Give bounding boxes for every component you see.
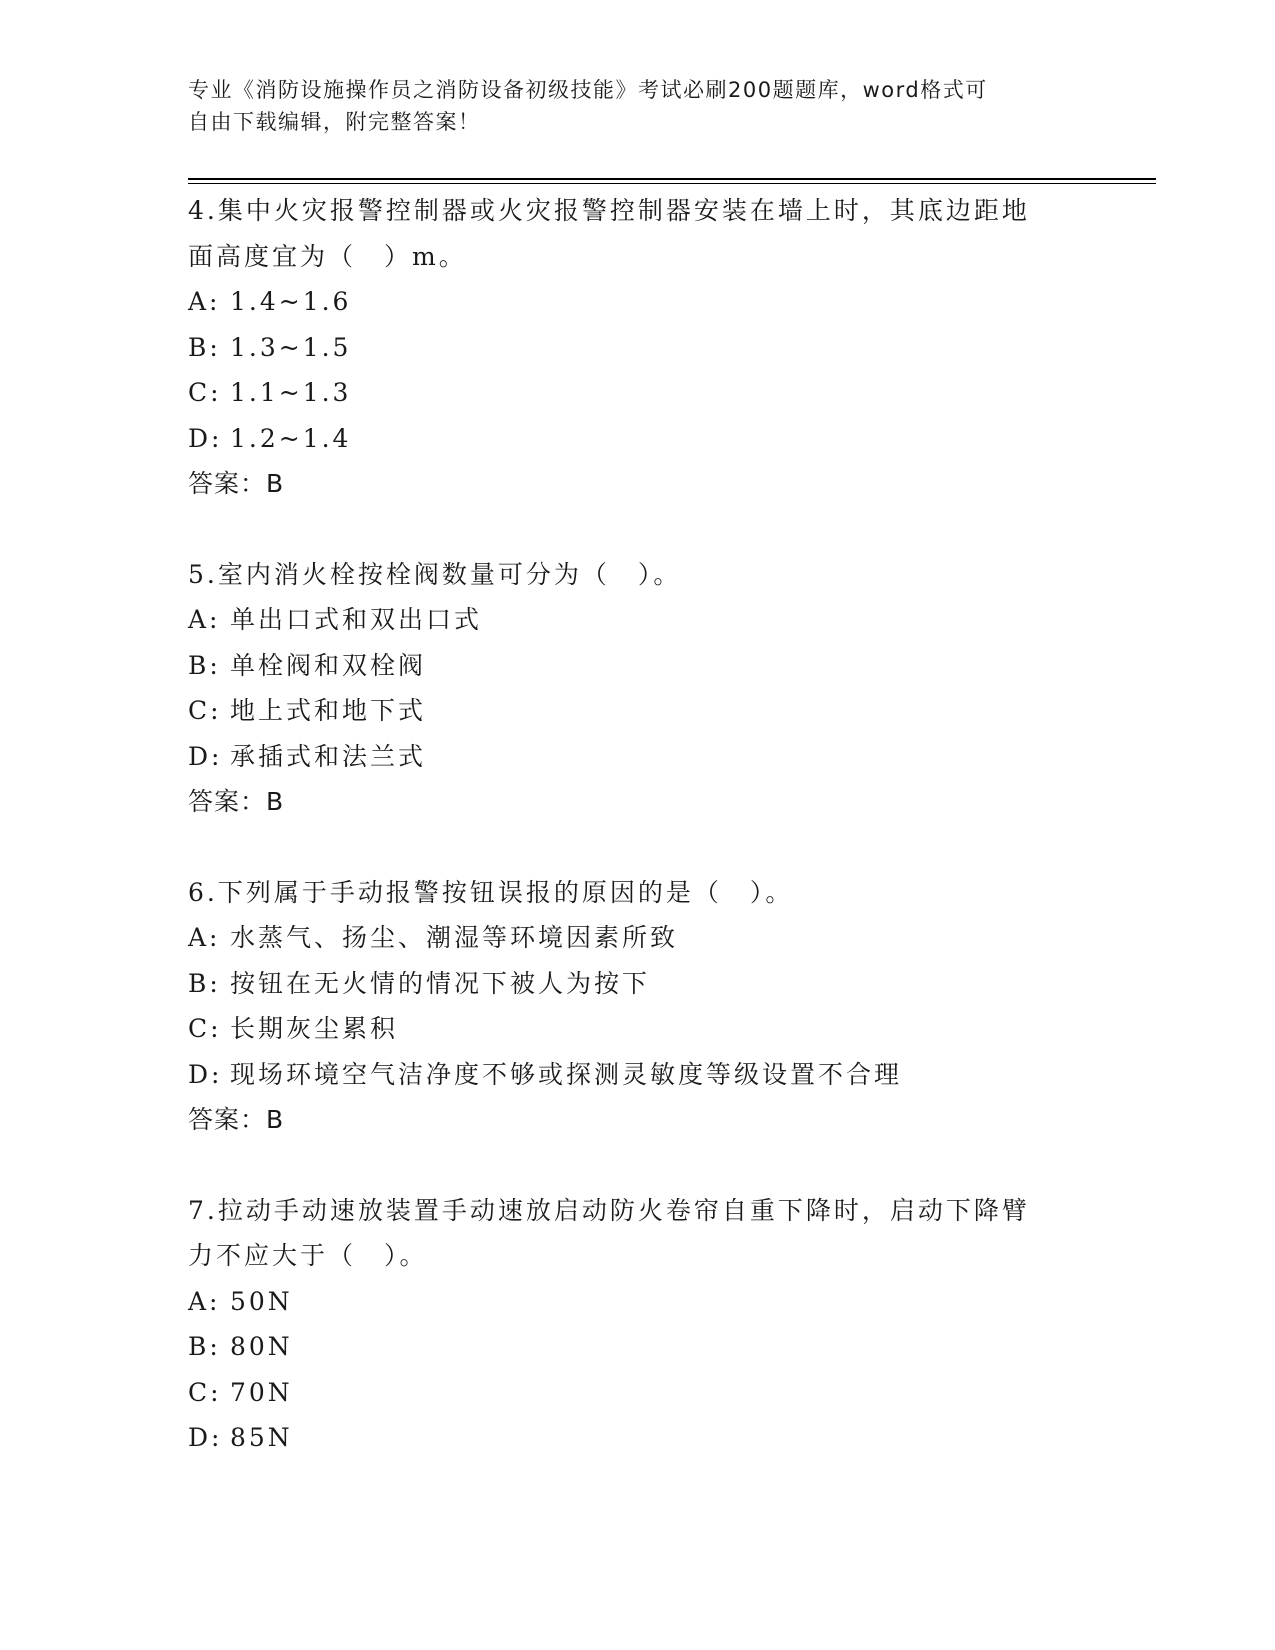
header-line-2: 自由下载编辑，附完整答案！ [188, 110, 481, 134]
option-key: B: [188, 968, 221, 998]
question-stem: 5.室内消火栓按栓阀数量可分为（ ）。 [188, 559, 682, 589]
option-text: 1.4~1.6 [230, 287, 352, 316]
option-c [188, 370, 1068, 416]
option-a [188, 1279, 1068, 1325]
option-c [188, 688, 1068, 734]
header-divider-thin [188, 183, 1156, 184]
answer-line: 答案：B [188, 1105, 285, 1134]
option-text: 水蒸气、扬尘、潮湿等环境因素所致 [230, 923, 679, 952]
option-d [188, 734, 1068, 780]
option-key: B: [188, 1332, 221, 1361]
option-text: 单栓阀和双栓阀 [230, 650, 427, 680]
question-stem: 4.集中火灾报警控制器或火灾报警控制器安装在墙上时，其底边距地 [188, 196, 1030, 225]
spacer [188, 507, 1068, 552]
option-key: B: [188, 650, 221, 680]
option-text: 1.2~1.4 [230, 423, 352, 453]
option-text: 1.1~1.3 [230, 378, 352, 407]
option-key: A: [188, 605, 221, 634]
option-text: 70N [230, 1377, 293, 1407]
option-text: 长期灰尘累积 [230, 1014, 399, 1043]
option-c [188, 1370, 1068, 1416]
option-a [188, 597, 1068, 643]
question-stem: 6.下列属于手动报警按钮误报的原因的是（ ）。 [188, 877, 794, 907]
option-d [188, 416, 1068, 462]
option-key: A: [188, 1286, 221, 1316]
option-key: D: [188, 1059, 223, 1089]
spacer [188, 825, 1068, 870]
option-text: 85N [230, 1423, 293, 1452]
option-key: B: [188, 332, 221, 362]
option-text: 按钮在无火情的情况下被人为按下 [230, 968, 651, 998]
option-text: 80N [230, 1332, 293, 1361]
question-stem: 7.拉动手动速放装置手动速放启动防火卷帘自重下降时，启动下降臂 [188, 1195, 1030, 1225]
question-6 [188, 870, 1068, 1143]
header-divider-thick [188, 178, 1156, 180]
option-b [188, 325, 1068, 371]
option-key: D: [188, 1423, 223, 1452]
option-key: A: [188, 287, 221, 316]
option-key: D: [188, 741, 223, 771]
header-line-1: 专业《消防设施操作员之消防设备初级技能》考试必刷200题题库，word格式可 [188, 78, 988, 102]
option-text: 单出口式和双出口式 [230, 605, 483, 634]
option-a [188, 279, 1068, 325]
question-4 [188, 188, 1068, 507]
option-key: C: [188, 1014, 222, 1043]
option-d [188, 1415, 1068, 1461]
question-stem-continued: 面高度宜为（ ）m。 [188, 241, 467, 271]
option-key: C: [188, 378, 222, 407]
option-text: 50N [230, 1286, 293, 1316]
option-text: 承插式和法兰式 [230, 741, 427, 771]
option-c [188, 1006, 1068, 1052]
option-key: D: [188, 423, 223, 453]
question-list [188, 188, 1068, 1461]
question-5 [188, 552, 1068, 825]
option-key: A: [188, 923, 221, 952]
question-7 [188, 1188, 1068, 1461]
option-text: 现场环境空气洁净度不够或探测灵敏度等级设置不合理 [230, 1059, 903, 1089]
document-header [188, 74, 1068, 138]
option-text: 1.3~1.5 [230, 332, 352, 362]
option-key: C: [188, 696, 222, 725]
question-stem-continued: 力不应大于（ ）。 [188, 1241, 428, 1270]
option-text: 地上式和地下式 [230, 696, 427, 725]
option-b [188, 643, 1068, 689]
option-b [188, 961, 1068, 1007]
option-a [188, 915, 1068, 961]
answer-line: 答案：B [188, 787, 285, 816]
option-key: C: [188, 1377, 222, 1407]
option-d [188, 1052, 1068, 1098]
spacer [188, 1143, 1068, 1188]
option-b [188, 1324, 1068, 1370]
answer-line: 答案：B [188, 469, 285, 498]
